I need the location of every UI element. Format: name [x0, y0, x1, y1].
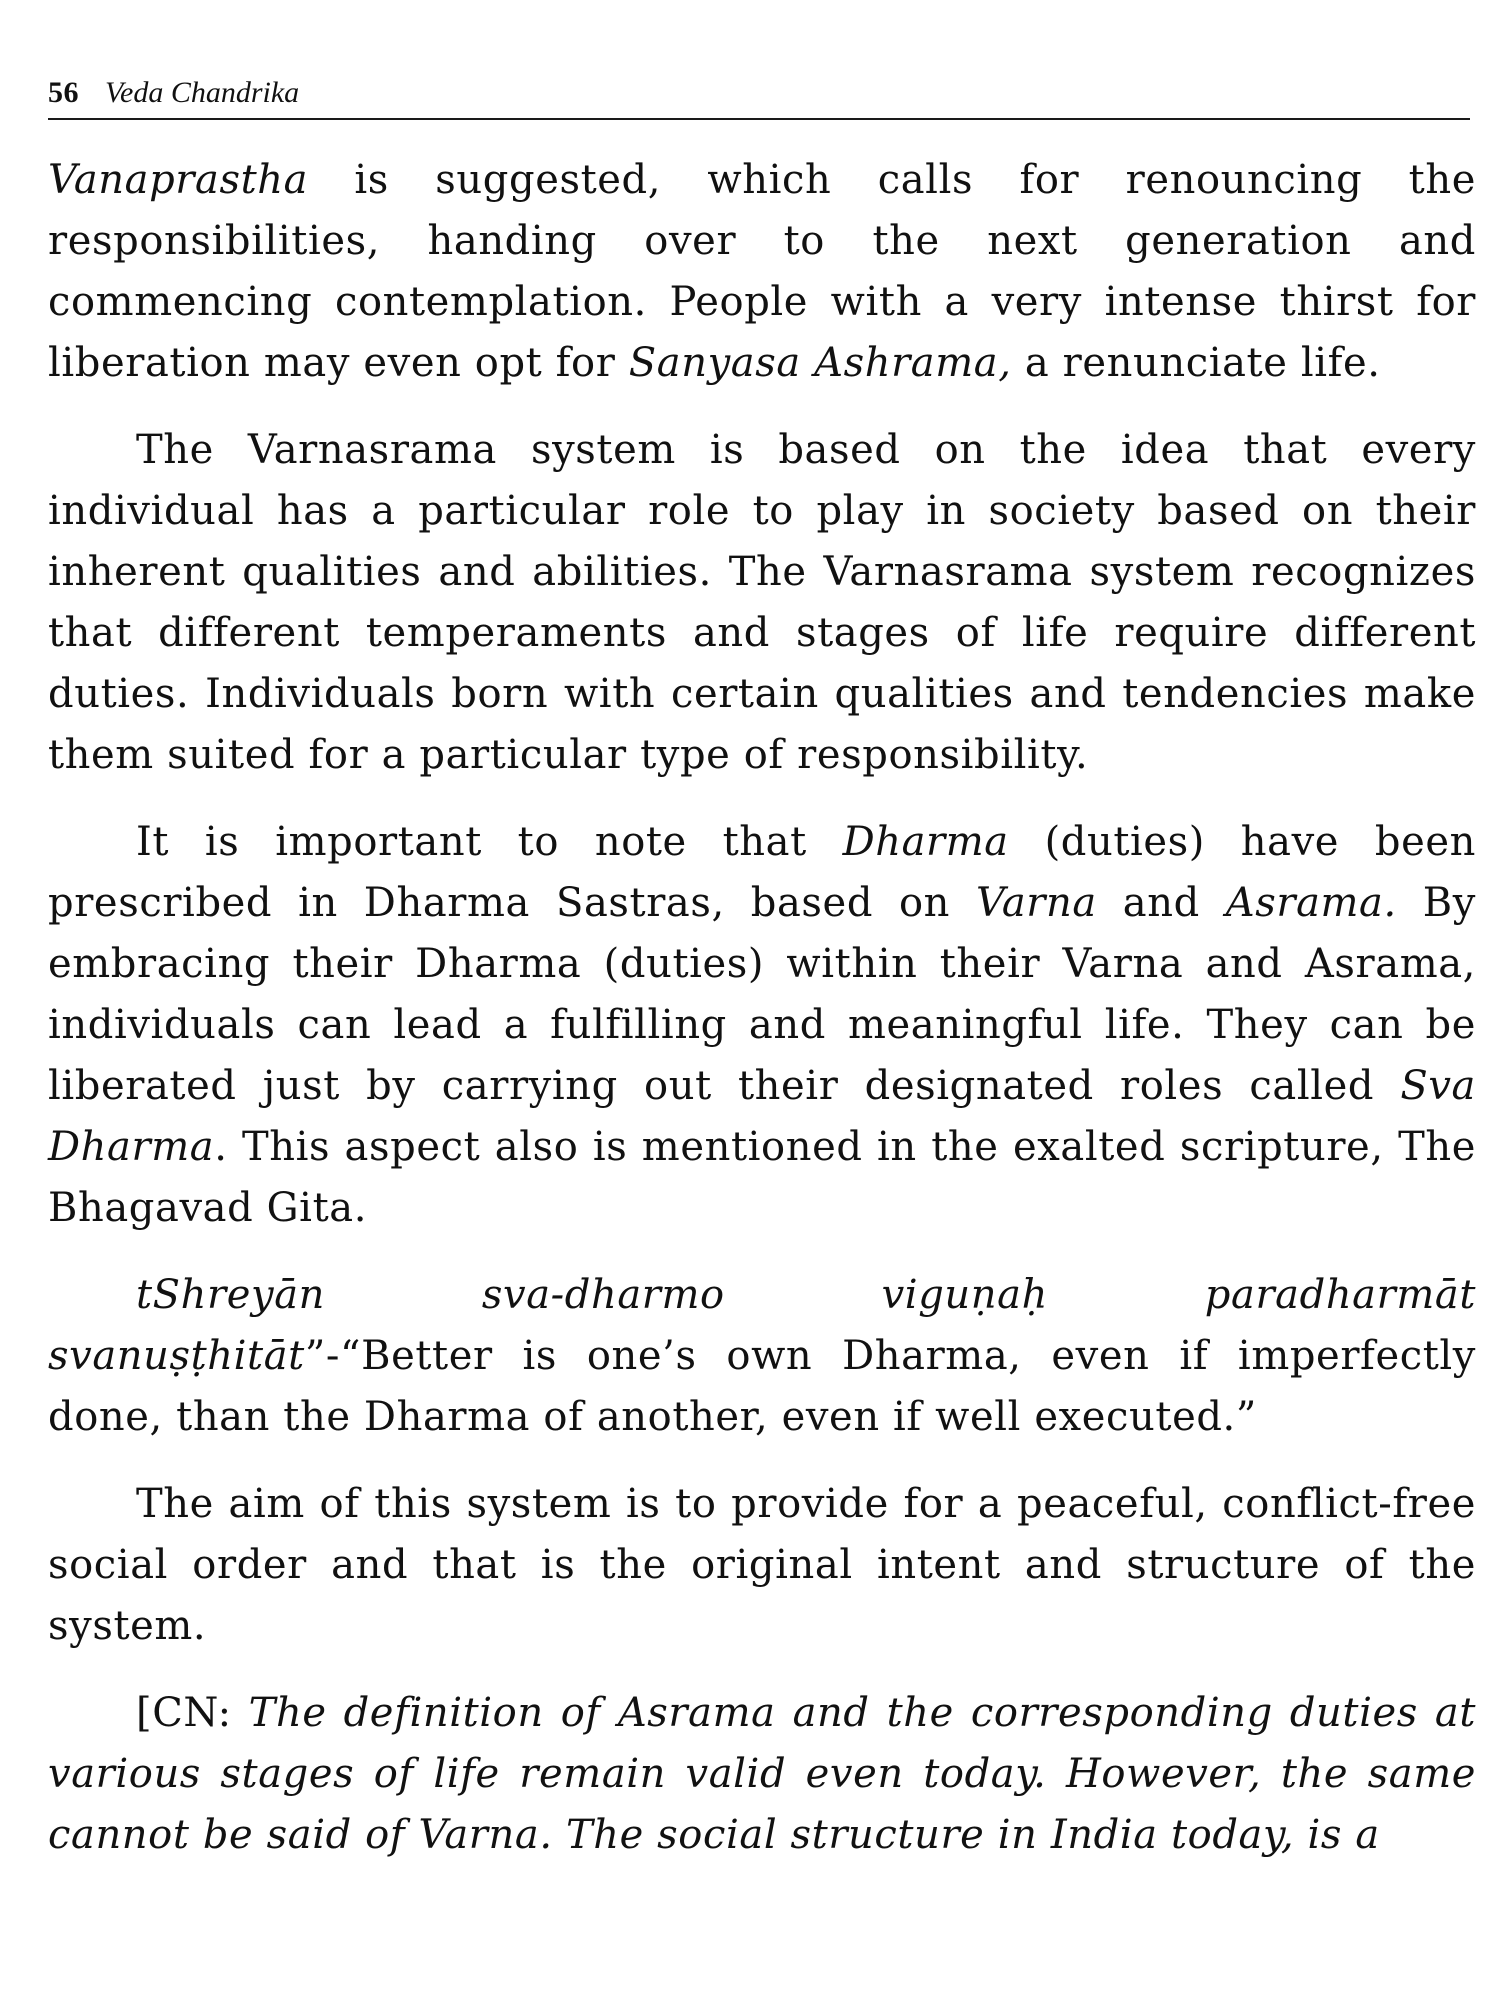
term-dharma: Dharma: [842, 819, 1009, 865]
term-varna: Varna: [976, 880, 1097, 926]
paragraph-text: By embracing their Dharma (duties) within their Varna and Asrama, individuals can lead a fulfilling and meaningful life. They can be liberated just by carrying out their designated roles called: [48, 880, 1476, 1109]
verse-translation: ”-“Better is one’s own Dharma, even if imperfectly done, than the Dharma of another, even if well executed.”: [48, 1333, 1476, 1440]
term-vanaprastha: Vanaprastha: [48, 157, 309, 203]
paragraph-cn-note: [48, 1683, 1476, 1866]
paragraph-text: (duties) have been prescribed in Dharma Sastras, based on: [48, 819, 1476, 926]
sanskrit-verse: tShreyān sva-dharmo viguṇaḥ paradharmāt svanuṣṭhitāt: [48, 1272, 1476, 1379]
paragraph-text: and: [1096, 880, 1226, 926]
term-asrama: Asrama.: [1225, 880, 1397, 926]
paragraph-dharma-sastras: [48, 812, 1476, 1239]
paragraph-text: a renunciate life.: [1011, 340, 1381, 386]
term-sanyasa-ashrama: Sanyasa Ashrama,: [628, 340, 1012, 386]
paragraph-gita-quote: [48, 1265, 1476, 1448]
page-number: 56: [48, 76, 79, 109]
cn-note-text: The definition of Asrama and the corresponding duties at various stages of life remain valid even today. However, the same cannot be said of Varna. The social structure in India today, is a: [48, 1690, 1476, 1858]
paragraph-text: The Varnasrama system is based on the idea that every individual has a particular role to play in society based on their inherent qualities and abilities. The Varnasrama system recognizes that different temperaments and stages of life require different duties. Individuals born with certain qualities and tendencies make them suited for a particular type of responsibility.: [48, 427, 1476, 778]
paragraph-text: is suggested, which calls for renouncing the responsibilities, handing over to the next generation and commencing contemplation. People with a very intense thirst for liberation may even opt for: [48, 157, 1476, 386]
paragraph-vanaprastha: [48, 150, 1476, 394]
cn-prefix: [CN:: [136, 1690, 249, 1736]
paragraph-text: The aim of this system is to provide for a peaceful, conflict-free social order and that is the original intent and structure of the system.: [48, 1481, 1476, 1649]
book-title: Veda Chandrika: [105, 76, 300, 109]
paragraph-system-aim: [48, 1474, 1476, 1657]
paragraph-varnasrama-system: [48, 420, 1476, 786]
running-header: [48, 68, 1470, 120]
body-text: [48, 150, 1476, 1866]
paragraph-text: It is important to note that: [136, 819, 843, 865]
paragraph-text: . This aspect also is mentioned in the exalted scripture, The Bhagavad Gita.: [48, 1124, 1476, 1231]
term-sva-dharma: Sva Dharma: [48, 1063, 1476, 1170]
